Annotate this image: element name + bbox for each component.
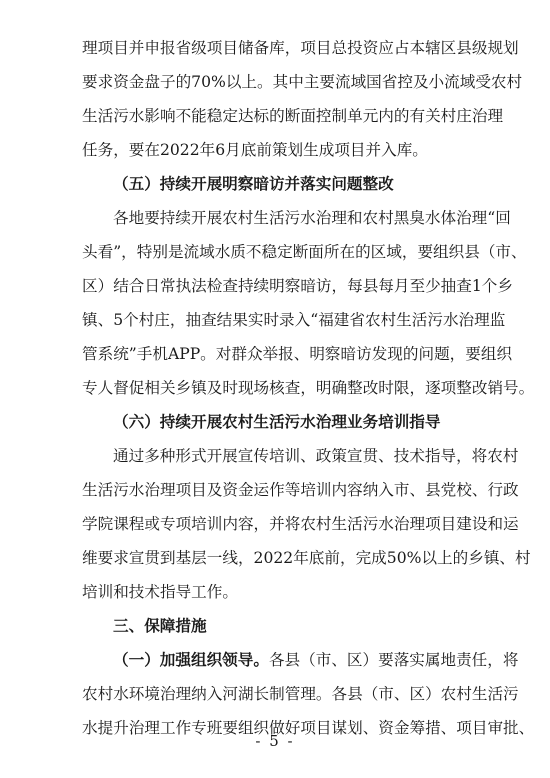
page-number: - 5 - bbox=[255, 732, 295, 750]
body-line: 生活污水影响不能稳定达标的断面控制单元内的有关村庄治理 bbox=[82, 107, 504, 125]
body-line: 镇、5个村庄，抽查结果实时录入“福建省农村生活污水治理监 bbox=[82, 311, 506, 329]
body-line: 要求资金盘子的70%以上。其中主要流域国省控及小流域受农村 bbox=[82, 73, 523, 91]
body-line: 学院课程或专项培训内容，并将农村生活污水治理项目建设和运 bbox=[82, 515, 519, 533]
body-line: 区）结合日常执法检查持续明察暗访，每县每月至少抽查1个乡 bbox=[82, 277, 513, 295]
subsection-heading-one: （一）加强组织领导。 bbox=[113, 650, 269, 669]
body-line: 理项目并申报省级项目储备库，项目总投资应占本辖区县级规划 bbox=[82, 39, 519, 57]
body-line: 各地要持续开展农村生活污水治理和农村黑臭水体治理“回 bbox=[113, 209, 511, 227]
body-line: 通过多种形式开展宣传培训、政策宣贯、技术指导，将农村 bbox=[113, 447, 519, 465]
body-line: 培训和技术指导工作。 bbox=[82, 583, 238, 601]
body-line: 任务，要在2022年6月底前策划生成项目并入库。 bbox=[82, 141, 428, 159]
body-line: 头看”，特别是流域水质不稳定断面所在的区域，要组织县（市、 bbox=[82, 243, 527, 261]
section-heading-six: （六）持续开展农村生活污水治理业务培训指导 bbox=[113, 413, 441, 431]
body-line: 农村水环境治理纳入河湖长制管理。各县（市、区）农村生活污 bbox=[82, 685, 519, 703]
body-line: 管系统”手机APP。对群众举报、明察暗访发现的问题，要组织 bbox=[82, 345, 513, 363]
section-heading-three: 三、保障措施 bbox=[113, 617, 207, 635]
body-line: 维要求宣贯到基层一线，2022年底前，完成50%以上的乡镇、村 bbox=[82, 549, 531, 567]
body-line: 生活污水治理项目及资金运作等培训内容纳入市、县党校、行政 bbox=[82, 481, 519, 499]
section-heading-five: （五）持续开展明察暗访并落实问题整改 bbox=[113, 175, 394, 193]
subsection-text: 各县（市、区）要落实属地责任，将 bbox=[268, 651, 519, 669]
body-line: 专人督促相关乡镇及时现场核查，明确整改时限，逐项整改销号。 bbox=[82, 379, 535, 397]
subsection-line bbox=[113, 650, 519, 670]
body-line: 水提升治理工作专班要组织做好项目谋划、资金筹措、项目审批、 bbox=[82, 719, 535, 737]
